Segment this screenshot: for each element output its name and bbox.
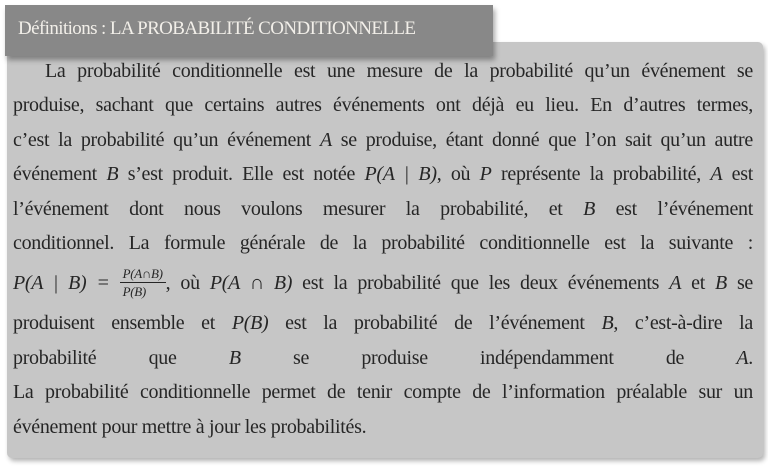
text-segment: est <box>722 163 753 186</box>
text-segment: La probabilité conditionnelle est une mesure de la probabilité qu’un événement se <box>45 60 753 82</box>
math-var: B <box>228 346 241 369</box>
fraction-denominator: P(B) <box>120 282 166 298</box>
text-line <box>13 226 753 260</box>
text-line <box>13 410 753 444</box>
text-segment: événement pour mettre à jour les probabilités. <box>13 415 367 438</box>
text-segment: . <box>748 346 753 369</box>
text-line <box>13 54 753 88</box>
text-segment: et <box>681 272 715 295</box>
text-line <box>13 88 753 122</box>
text-segment: l’événement dont nous voulons mesurer la probabilité, et <box>13 197 584 220</box>
text-segment: s’est produit. Elle est notée <box>118 163 365 186</box>
text-segment: produisent ensemble et <box>13 312 232 335</box>
text-segment: représente la probabilité, <box>491 163 711 186</box>
text-segment: est l’événement <box>595 197 753 220</box>
text-line <box>13 306 753 340</box>
title-banner <box>5 5 493 56</box>
definition-panel <box>7 42 763 458</box>
text-line <box>13 192 753 226</box>
text-segment: événement <box>13 163 107 186</box>
page-title: Définitions : LA PROBABILITÉ CONDITIONNELLE <box>18 17 416 39</box>
math-var: P <box>479 163 492 186</box>
text-segment: se produise indépendamment de <box>240 346 737 369</box>
text-segment: c’est la probabilité qu’un événement <box>13 128 320 151</box>
math-var: A <box>710 163 723 186</box>
formula-line <box>13 260 753 306</box>
text-line <box>13 123 753 157</box>
math-var: P(A ∩ B) <box>209 272 293 295</box>
math-var: B <box>715 272 727 295</box>
math-var: B <box>583 197 596 220</box>
text-segment: se produise, étant donné que l’on sait qu’un autre <box>331 128 753 151</box>
math-var: A <box>669 272 682 295</box>
math-var: B <box>106 163 119 186</box>
text-line <box>13 341 753 375</box>
text-segment: probabilité que <box>13 346 229 369</box>
text-segment: se <box>726 272 754 295</box>
text-segment: , où <box>165 272 210 295</box>
fraction <box>120 267 166 298</box>
text-segment: conditionnel. La formule générale de la probabilité conditionnelle est la suivante : <box>13 231 753 254</box>
math-var: B <box>601 312 614 335</box>
text-segment: , où <box>436 163 480 186</box>
text-segment: est la probabilité de l’événement <box>268 312 602 335</box>
text-segment: , c’est-à-dire la <box>613 312 754 335</box>
math-var: A <box>319 128 332 151</box>
math-var: A <box>736 346 749 369</box>
math-var: P(A | B) <box>364 163 437 186</box>
paragraph <box>13 54 753 444</box>
fraction-numerator: P(A∩B) <box>122 266 163 282</box>
text-line <box>13 375 753 409</box>
math-var: P(A | B) = <box>13 272 120 295</box>
math-var: P(B) <box>231 312 269 335</box>
text-segment: produise, sachant que certains autres événements ont déjà eu lieu. En d’autres termes, <box>13 94 753 117</box>
text-segment: La probabilité conditionnelle permet de tenir compte de l’information préalable sur un <box>13 381 753 404</box>
text-line <box>13 157 753 191</box>
text-segment: est la probabilité que les deux événements <box>292 272 670 295</box>
